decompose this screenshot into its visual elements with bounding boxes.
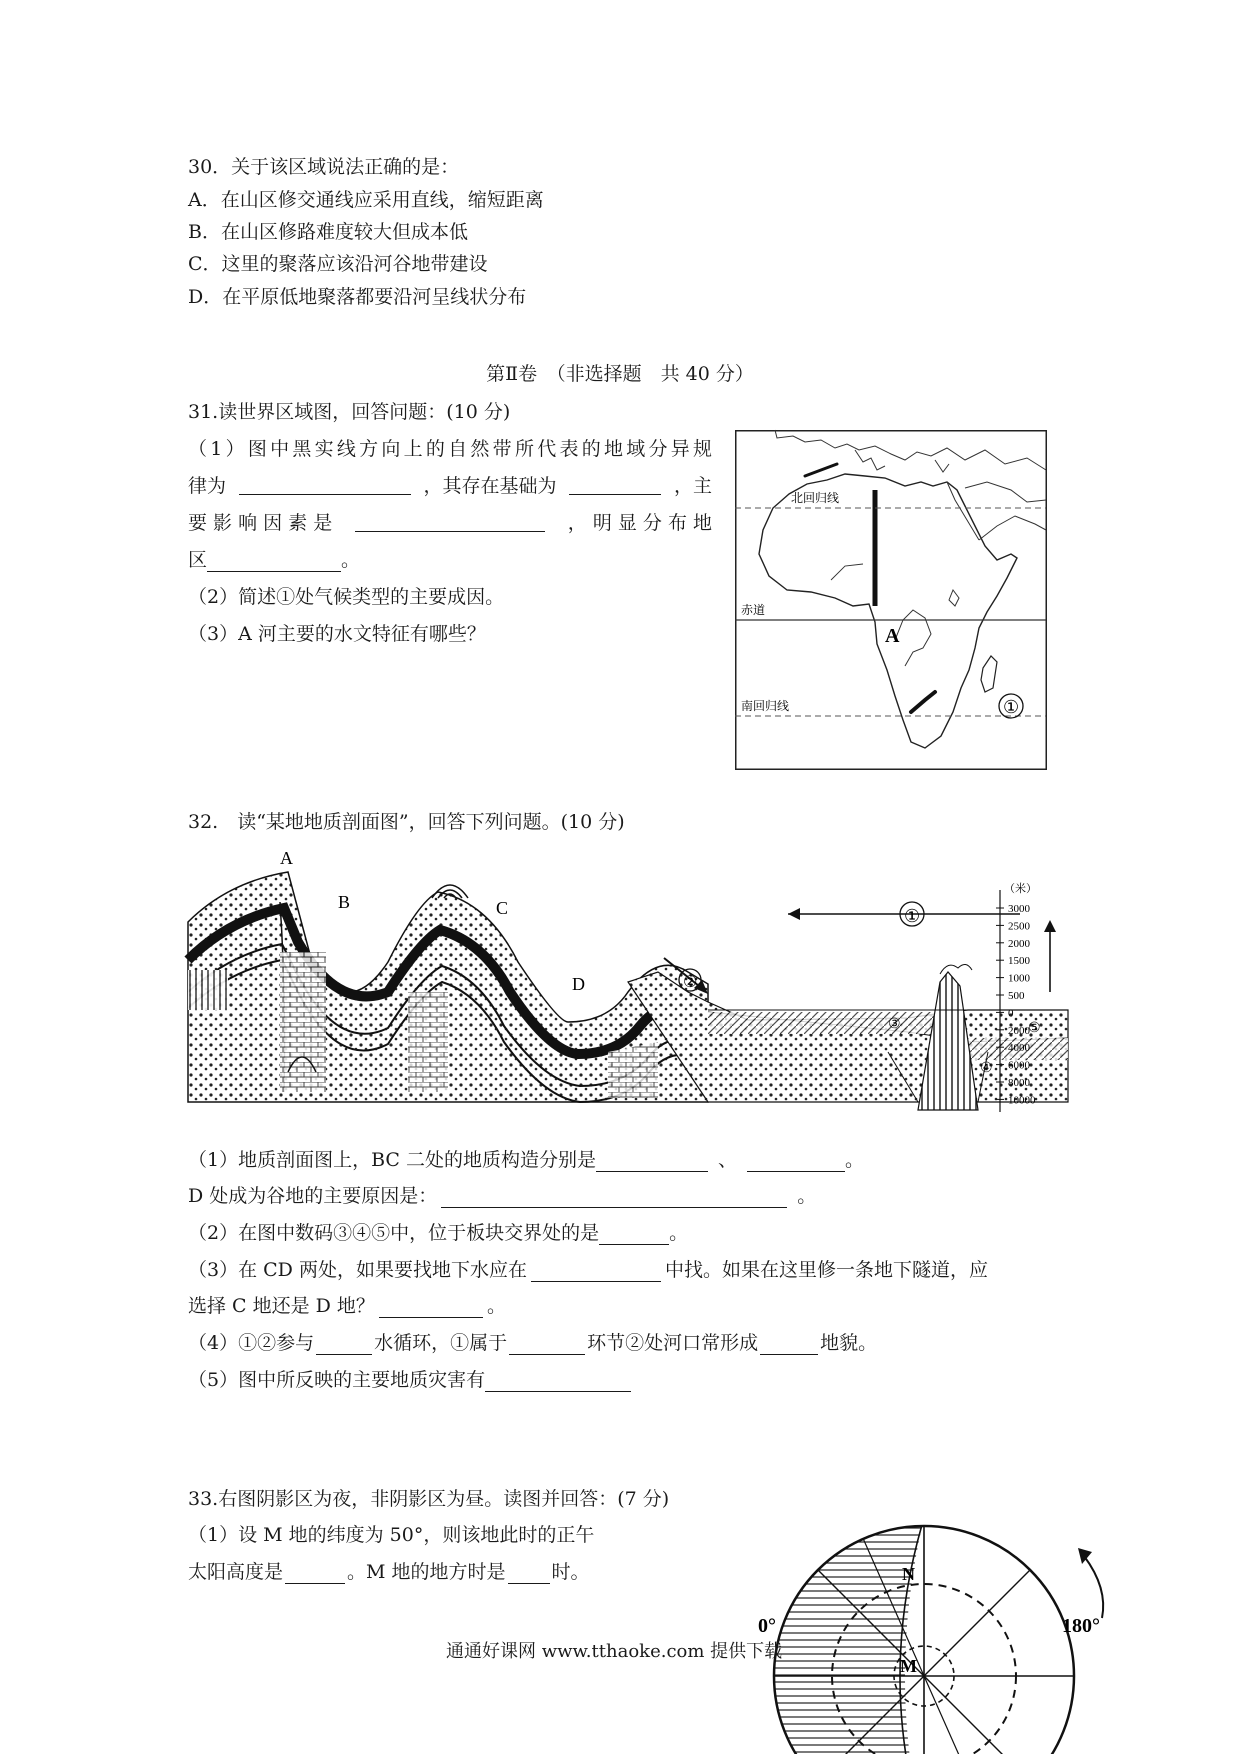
label-5: ⑤ [1028,1020,1041,1036]
q33-text: 时。 [551,1561,590,1583]
q31-part1-line3 [188,511,712,535]
q31-text: 。 [341,549,361,571]
equator-label: 赤道 [741,603,766,617]
q32-text: （3）在 CD 两处，如果要找地下水应在 [188,1259,527,1281]
q33-answer-blank[interactable] [285,1563,345,1584]
label-c: C [496,898,509,918]
q32-text: （4）①②参与 [188,1332,315,1354]
q32-text: 选择 C 地还是 D 地？ [188,1295,375,1317]
q31-part3: （3）A 河主要的水文特征有哪些？ [188,623,486,645]
q31-answer-blank[interactable] [355,511,545,532]
q31-part1-line4 [188,548,360,572]
q32-text: （5）图中所反映的主要地质灾害有 [188,1369,486,1391]
river-a-label: A [885,625,900,647]
q31-text: ，其存在基础为 [423,475,557,497]
longitude-180-label: 180° [1062,1615,1100,1637]
point-1-label: ① [1003,697,1020,718]
q33-part1-line1: （1）设 M 地的纬度为 50°，则该地此时的正午 [188,1524,595,1546]
q31-text: ， 明 显 分 布 地 [567,512,712,534]
q32-answer-blank[interactable] [441,1187,787,1208]
scale-tick-label: 1500 [1008,955,1030,968]
longitude-0-label: 0° [758,1615,776,1637]
q33-text: 太阳高度是 [188,1561,284,1583]
scale-tick-label: 10000 [1008,1094,1036,1107]
q32-text: 。 [797,1185,817,1207]
scale-unit: （米） [1004,883,1037,895]
q33-stem: 33.右图阴影区为夜，非阴影区为昼。读图并回答：(7 分) [188,1488,670,1510]
q30-stem: 30．关于该区域说法正确的是： [188,156,460,178]
scale-tick-label: 0 [1008,1007,1014,1020]
scale-tick-label: 1000 [1008,972,1030,985]
africa-map [735,430,1047,770]
q33-part1-line2 [188,1560,590,1584]
q33-answer-blank[interactable] [508,1563,550,1584]
tropic-south-label: 南回归线 [741,699,790,713]
q32-text: 地貌。 [820,1332,878,1354]
q32-stem: 32. 读“某地地质剖面图”，回答下列问题。(10 分) [188,811,625,833]
q30-option-b: B．在山区修路难度较大但成本低 [188,221,468,243]
scale-tick-label: 2000 [1008,1024,1030,1037]
q31-stem: 31.读世界区域图，回答问题：(10 分) [188,401,511,423]
q32-text: 。 [845,1149,865,1171]
q32-part3-line1 [188,1258,988,1282]
scale-tick-label: 500 [1008,990,1025,1002]
section-title: 第Ⅱ卷 （非选择题 共 40 分） [486,363,754,385]
point-m-label: M [900,1656,917,1676]
q32-part1-line1 [188,1148,864,1172]
q32-text: 。 [486,1295,506,1317]
q32-text: （2）在图中数码③④⑤中，位于板块交界处的是 [188,1222,600,1244]
q31-part1-line1: （1）图中黑实线方向上的自然带所代表的地域分异规 [188,438,712,460]
q30-option-d: D．在平原低地聚落都要沿河呈线状分布 [188,286,527,308]
q32-answer-blank[interactable] [747,1151,845,1172]
tropic-north-label: 北回归线 [791,491,840,505]
q32-text: 中找。如果在这里修一条地下隧道，应 [664,1259,988,1281]
label-3: ③ [888,1016,901,1032]
page-footer: 通通好课网 www.tthaoke.com 提供下载 [446,1641,783,1662]
q33-text: 。M 地的地方时是 [347,1561,506,1583]
scale-tick-label: 6000 [1008,1059,1030,1072]
q32-text: （1）地质剖面图上，BC 二处的地质构造分别是 [188,1149,596,1171]
q31-part2: （2）简述①处气候类型的主要成因。 [188,586,505,608]
q32-part3-line2 [188,1294,506,1318]
q32-text: 、 [717,1149,737,1171]
q31-text: 要 影 响 因 素 是 [188,512,333,534]
label-4: ④ [980,1060,993,1076]
q31-text: 区 [188,549,208,571]
earth-illumination-diagram [758,1518,1126,1754]
q32-answer-blank[interactable] [316,1334,372,1355]
q32-part1-line2 [188,1184,816,1208]
scale-tick-label: 8000 [1008,1077,1030,1089]
q31-answer-blank[interactable] [239,474,411,495]
q30-option-a: A．在山区修交通线应采用直线，缩短距离 [188,189,544,211]
q30-option-c: C．这里的聚落应该沿河谷地带建设 [188,253,488,275]
q32-answer-blank[interactable] [509,1334,585,1355]
label-1: ① [904,906,921,927]
scale-tick-label: 3000 [1008,903,1030,915]
q32-answer-blank[interactable] [599,1224,669,1245]
q31-part1-line2 [188,474,712,498]
q32-part2 [188,1221,688,1245]
q31-text: ，主 [673,475,712,497]
q32-answer-blank[interactable] [596,1151,708,1172]
q32-text: 。 [669,1222,689,1244]
q32-answer-blank[interactable] [531,1261,661,1282]
scale-tick-label: 4000 [1008,1042,1030,1055]
q32-text: 环节②处河口常形成 [587,1332,759,1354]
q32-text: D 处成为谷地的主要原因是： [188,1185,438,1207]
q32-answer-blank[interactable] [379,1297,483,1318]
label-a: A [280,848,293,868]
scale-tick-label: 2000 [1008,937,1030,950]
q32-part5 [188,1368,631,1392]
label-b: B [338,892,351,912]
q32-answer-blank[interactable] [485,1371,631,1392]
scale-tick-label: 2500 [1008,920,1030,933]
label-d: D [572,974,585,994]
geologic-section [188,842,1068,1114]
label-2: ② [683,972,698,991]
q31-answer-blank[interactable] [207,551,341,572]
north-pole-label: N [902,1564,915,1584]
q31-answer-blank[interactable] [569,474,661,495]
q32-part4 [188,1331,877,1355]
q32-answer-blank[interactable] [760,1334,818,1355]
q31-text: 律为 [188,475,227,497]
q32-text: 水循环，①属于 [374,1332,508,1354]
